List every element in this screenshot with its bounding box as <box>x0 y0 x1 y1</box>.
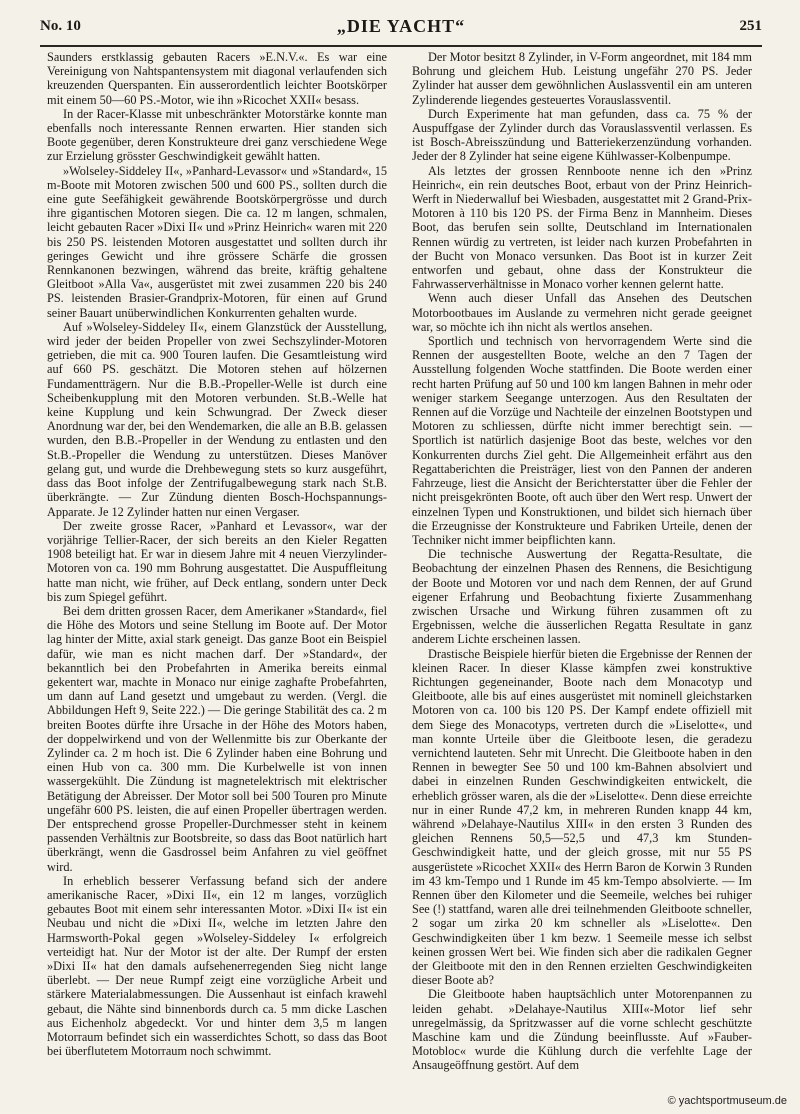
paragraph: Drastische Beispiele hierfür bieten die Ergebnisse der Rennen der kleinen Racer. In dieser Klasse kämpfen zwei konstruktive Richtungen gegeneinander, Boote nach dem Monacotyp und Gleitboote, alle bis auf eines ausgerüstet mit nominell gleichstarken Motoren von ca. 100 bis 120 PS. Der Kampf endete offiziell mit dem Siege des Monacotyps, vertreten durch die »Liselotte«, und man konnte Urteile über die Gleitboote lesen, die geradezu vernichtend lauteten. Sehr mit Unrecht. Die Gleitboote haben in den Rennen in bewegter See 50 und 100 km-Bahnen absolviert und dabei in einzelnen Runden Geschwindigkeiten entwickelt, die erheblich grösser waren, als die der »Liselotte«. Denn diese erreichte nur in einer Runde 47,2 km, in mehreren Runden knapp 44 km, während »Delahaye-Nautilus XIII« in den ersten 3 Runden des gleichen Rennens 50,5—52,5 und 47,3 km Stunden-Geschwindigkeit hatte, und der gleich grosse, mit nur 55 PS ausgerüstete »Ricochet XXII« des Herrn Baron de Korwin 3 Runden im 43 km-Tempo und 1 Runde im 45 km-Tempo absolvierte. — Im Rennen über den Kilometer und die Seemeile, welches bei ruhiger See (!) stattfand, waren alle drei teilnehmenden Gleitboote schneller, 2 sogar um zirka 20 km schneller als »Liselotte«. Den Geschwindigkeiten über 1 km bezw. 1 Seemeile messe ich selbst keinen grossen Wert bei. Wie finden sich aber die radikalen Gegner der Gleitboote mit den in den Rennen erzielten Geschwindigkeiten dieser Boote ab? <box>412 646 752 988</box>
paragraph: Wenn auch dieser Unfall das Ansehen des Deutschen Motorbootbaues im Auslande zu vermehren nicht gerade geeignet war, so möchte ich ihn nicht als wertlos ansehen. <box>412 291 752 334</box>
right-column <box>412 50 752 1073</box>
page-number: 251 <box>739 18 762 34</box>
paragraph: Sportlich und technisch von hervorragendem Werte sind die Rennen der ausgestellten Boote, welche an den 7 Tagen der Ausstellung folgenden Woche stattfinden. Die Boote werden einer recht harten Prüfung auf 50 und 100 km langen Bahnen in mehr oder weniger starkem Seegange unterzogen. Aus den Resultaten der Rennen auf die Vorzüge und Nachteile der einzelnen Bootstypen und Motoren zu schliessen, dürfte nicht immer berechtigt sein. — Sportlich ist natürlich dasjenige Boot das beste, welches vor den Konkurrenten durchs Ziel geht. Die Allgemeinheit erfährt aus den Regattaberichten die Preisträger, liest von den Pannen der anderen Fahrzeuge, liest die Ansicht der Berichterstatter über die Fehler der nicht preisgekrönten Boote, oft auch über den Wert resp. Unwert der einzelnen Typen und Konstruktionen, und bildet sich hiernach über die Erzeugnisse der Konstrukteure und Fabriken Urteile, denen der Techniker nicht immer beipflichten kann. <box>412 334 752 547</box>
paragraph: Bei dem dritten grossen Racer, dem Amerikaner »Standard«, fiel die Höhe des Motors und seine Stellung im Boote auf. Der Motor lag hinter der Mitte, axial stark geneigt. Das ganze Boot ein Beispiel dafür, wie man es nicht machen darf. Der »Standard«, der bekanntlich bei den Probefahrten in Amerika bereits einmal gekentert war, machte in Monaco nur einige zaghafte Probefahrten, um dann auf Land gesetzt und umgebaut zu werden. (Vergl. die Abbildungen Heft 9, Seite 222.) — Die geringe Stabilität des ca. 2 m breiten Bootes dürfte ihre Ursache in der Höhe des Motors haben, der doppelwirkend und von der Wellenmitte bis zur Oberkante der Zylinder ca. 2 m hoch ist. Die 6 Zylinder haben eine Bohrung und einen Hub von ca. 300 mm. Die Kurbelwelle ist von innen wassergekühlt. Die Zündung ist magnetelektrisch mit elektrischer Betätigung der Abreisser. Der Motor soll bei 500 Touren pro Minute ungefähr 600 PS. leisten, die auf einen Propeller übertragen werden. Der entsprechend grosse Propeller-Durchmesser steht in keinem passenden Verhältnis zur Bootsbreite, so dass das Boot natürlich hart überkrängt, wenn die Gasdrossel beim Anfahren zu viel geöffnet wird. <box>47 603 387 874</box>
issue-number: No. 10 <box>40 18 81 34</box>
left-column <box>47 50 387 1058</box>
paragraph: Die Gleitboote haben hauptsächlich unter Motorenpannen zu leiden gehabt. »Delahaye-Nautilus XIII«-Motor lief sehr unregelmässig, da Spritzwasser auf die vorne schlecht geschützte Maschine kam und die Zündung beeinflusste. Auf »Fauber-Motobloc« wurde die Kühlung durch die verfehlte Lage der Ansaugeöffnung gestört. Auf dem <box>412 987 752 1073</box>
paragraph: Der Motor besitzt 8 Zylinder, in V-Form angeordnet, mit 184 mm Bohrung und gleichem Hub. Leistung ungefähr 270 PS. Jeder Zylinder hat ausser dem gewöhnlichen Auslassventil ein am unteren Zylinderende liegendes gesteuertes Vorauslassventil. <box>412 50 752 107</box>
watermark: © yachtsportmuseum.de <box>665 1094 790 1108</box>
paragraph: In der Racer-Klasse mit unbeschränkter Motorstärke konnte man ebenfalls noch interessante Rennen erwarten. Hier standen sich Boote gegenüber, deren Konstrukteure drei ganz verschiedene Wege zur Erzielung grösster Geschwindigkeit gewählt hatten. <box>47 106 387 164</box>
paragraph: Saunders erstklassig gebauten Racers »E.N.V.«. Es war eine Vereinigung von Nahtspantensystem mit diagonal verlaufenden sich kreuzenden Querspanten. Ein ausserordentlich leichter Bootskörper mit einem 50—60 PS.-Motor, wie ihn »Ricochet XXII« besass. <box>47 50 387 107</box>
paragraph: Der zweite grosse Racer, »Panhard et Levassor«, war der vorjährige Tellier-Racer, der sich bereits an den Kieler Regatten 1908 beteiligt hat. Er war in diesem Jahre mit 4 neuen Vierzylinder-Motoren von ca. 190 mm Bohrung ausgestattet. Die Auspuffleitung hatte man nicht, wie früher, auf Deck entlang, sondern unter Deck bis zum Spiegel geführt. <box>47 518 387 604</box>
paragraph: Die technische Auswertung der Regatta-Resultate, die Beobachtung der einzelnen Phasen des Rennens, die Besichtigung der Boote und Motoren vor und nach dem Rennen, der auf Grund eigener Erfahrung und Beobachtung fixierte Zusammenhang zwischen Ursache und Wirkung führen zusammen oft zu Ergebnissen, welche die äusserlichen Regatta Resultate in ganz anderem Lichte erscheinen lassen. <box>412 547 752 647</box>
journal-title: „DIE YACHT“ <box>336 16 466 36</box>
paragraph: Durch Experimente hat man gefunden, dass ca. 75 % der Auspuffgase der Zylinder durch das Vorauslassventil verlassen. Es ist Bosch-Abreisszündung und Batteriekerzenzündung vorhanden. Jeder der 8 Zylinder hat seine eigene Kühlwasser-Kolbenpumpe. <box>412 106 752 164</box>
paragraph: In erheblich besserer Verfassung befand sich der andere amerikanische Racer, »Dixi II«, ein 12 m langes, vorzüglich gebautes Boot mit einem sehr interessanten Motor. »Dixi II« ist ein Neubau und nicht die »Dixi II«, welche im letzten Jahre den Harmsworth-Pokal gegen »Wolseley-Siddeley I« erfolgreich verteidigt hat. Nur der Motor ist der alte. Der Rumpf der ersten »Dixi II« hat den damals aufsehenerregenden Sieg nicht lange überlebt. — Der neue Rumpf zeigt eine vorzügliche Arbeit und stärkere Materialabmessungen. Die Aussenhaut ist einfach krawehl gebaut, die Nähte sind binnenbords durch ca. 5 mm dicke Laschen aus Eichenholz abgedeckt. Vor und hinter dem 3,5 m langen Motorraum befindet sich ein wasserdichtes Schott, so dass das Boot bei überflutetem Motorraum noch schwimmt. <box>47 873 387 1059</box>
header-rule <box>40 45 762 47</box>
page-header <box>40 16 762 42</box>
paragraph: Als letztes der grossen Rennboote nenne ich den »Prinz Heinrich«, ein rein deutsches Boot, erbaut von der Prinz Heinrich-Werft in Niederwalluf bei Wiesbaden, ausgestattet mit 2 Grand-Prix-Motoren à 110 bis 120 PS. der Firma Benz in Mannheim. Dieses Boot, das berufen sein sollte, Deutschland im Internationalen Rennen würdig zu vertreten, ist leider nach kurzen Probefahrten in der Bucht von Monaco versunken. Das Boot ist in kurzer Zeit entworfen und gebaut, ohne dass der Konstrukteur die Fahrwasserverhältnisse in Monaco vorher kennen gelernt hatte. <box>412 163 752 292</box>
paragraph: »Wolseley-Siddeley II«, »Panhard-Levassor« und »Standard«, 15 m-Boote mit Motoren zwischen 500 und 600 PS., sollten durch die eine gute Seefähigkeit gewährende Bootskörpergrösse und durch ihre gigantischen Motoren siegen. Die ca. 12 m langen, schmalen, leicht gebauten Racer »Dixi II« und »Prinz Heinrich« waren mit 220 bis 250 PS. leistenden Motoren ausgestattet und sollten durch ihr geringes Gewicht und ihre grössere Schärfe die grossen Rennkanonen bezwingen, während das breite, kräftig gehaltene Gleitboot »Alla Va«, ausgerüstet mit zwei zusammen 220 bis 240 PS. leistenden Brasier-Grandprix-Motoren, für einen auf Grund seiner Bauart unüberwindlichen Konkurrenten gehalten wurde. <box>47 163 387 320</box>
paragraph: Auf »Wolseley-Siddeley II«, einem Glanzstück der Ausstellung, wird jeder der beiden Propeller von zwei Sechszylinder-Motoren getrieben, die mit ca. 900 Touren laufen. Die Gesamtleistung wird auf 660 PS. geschätzt. Die Motoren stehen auf hölzernen Fundamentträgern. Nur die B.B.-Propeller-Welle ist durch eine Scheibenkupplung mit den Motoren verbunden. St.B.-Welle hat keine Kupplung und kein Schwungrad. Der Zweck dieser Anordnung war der, bei den Wendemarken, die alle an B.B. gelassen wurden, den B.B.-Propeller in der Wendung zu entlasten und den St.B.-Propeller die Wendung zu unterstützen. Dieses Manöver gelang gut, und wurde die Drehbewegung stets so kurz ausgeführt, dass das Boot infolge der Zentrifugalbewegung stark nach St.B. überkrängte. — Zur Zündung dienten Bosch-Hochspannungs-Apparate. Je 12 Zylinder hatten nur einen Vergaser. <box>47 319 387 519</box>
